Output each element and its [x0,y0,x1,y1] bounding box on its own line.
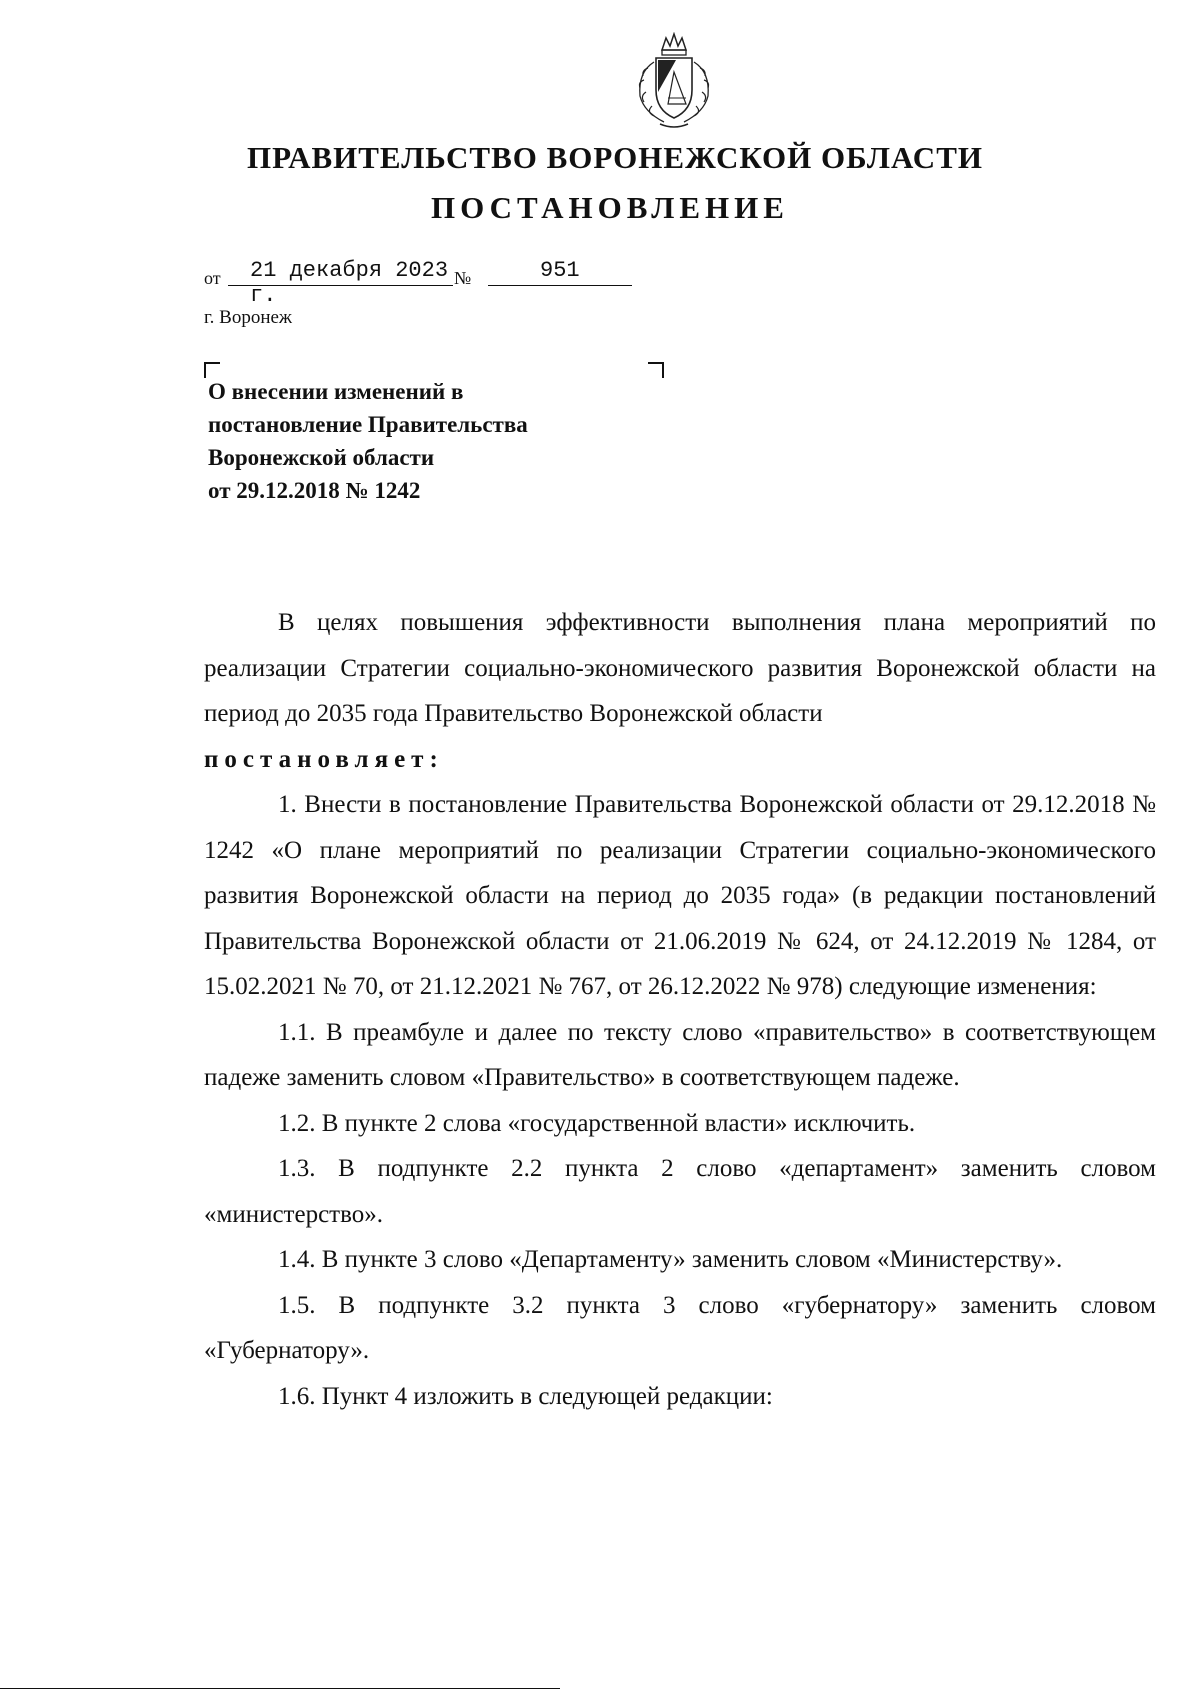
paragraph-1-4: 1.4. В пункте 3 слово «Департаменту» заменить словом «Министерству». [278,1246,1063,1273]
city-name: г. Воронеж [204,307,293,328]
document-body [204,600,1156,1419]
organization-title: ПРАВИТЕЛЬСТВО ВОРОНЕЖСКОЙ ОБЛАСТИ [247,140,983,175]
resolution-word-paragraph [204,737,1156,783]
paragraph-1-6: 1.6. Пункт 4 изложить в следующей редакции: [278,1382,773,1410]
document-number: 951 [488,258,632,286]
resolution-word: постановляет: [204,745,444,773]
footer-rule [0,1688,560,1689]
paragraph-1-1: 1.1. В преамбуле и далее по тексту слово «правительство» в соответствующем падеже заменить словом «Правительство» в соответствующем падеже. [204,1018,1156,1091]
subject-line: от 29.12.2018 № 1242 [208,478,421,503]
date-number-line [204,258,684,308]
paragraph-1: 1. Внести в постановление Правительства Воронежской области от 29.12.2018 № 1242 «О плане мероприятий по реализации Стратегии социально-экономического развития Воронежской области на период до 2035 года» (в редакции постановлений Правительства Воронежской области от 21.06.2019 № 624, от 24.12.2019 № 1284, от 15.02.2021 № 70, от 21.12.2021 № 767, от 26.12.2022 № 978) следующие изменения: [204,791,1156,1000]
paragraph-1-5: 1.5. В подпункте 3.2 пункта 3 слово «губернатору» заменить словом «Губернатору». [204,1291,1156,1364]
subject-line: О внесении изменений в [208,379,464,404]
paragraph-1-3: 1.3. В подпункте 2.2 пункта 2 слово «департамент» заменить словом «министерство». [204,1155,1156,1228]
coat-of-arms-icon [624,32,724,132]
number-sign: № [454,268,472,288]
paragraph-1-2: 1.2. В пункте 2 слова «государственной власти» исключить. [278,1109,916,1137]
intro-paragraph: В целях повышения эффективности выполнения плана мероприятий по реализации Стратегии социально-экономического развития Воронежской области на период до 2035 года Правительство Воронежской области [204,609,1156,727]
document-type-title: ПОСТАНОВЛЕНИЕ [431,190,789,225]
date-prefix: от [204,268,221,288]
document-date: 21 декабря 2023 г. [228,258,453,286]
corner-mark-right [648,362,664,378]
document-subject [208,375,528,507]
subject-line: Воронежской области [208,445,435,470]
subject-line: постановление Правительства [208,412,528,437]
